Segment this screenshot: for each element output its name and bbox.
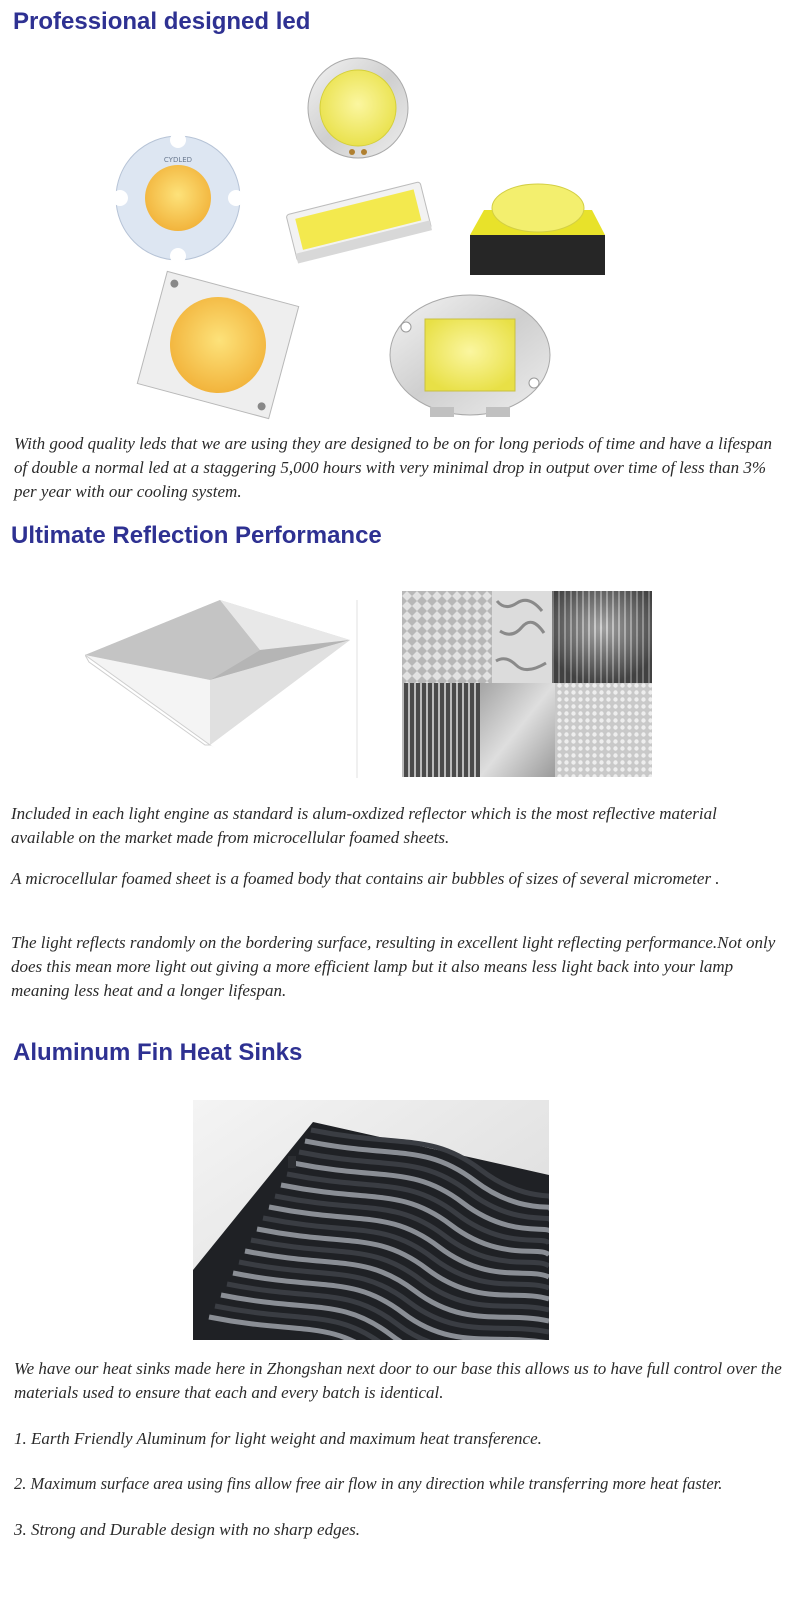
reflection-paragraph-2: A microcellular foamed sheet is a foamed body that contains air bubbles of sizes of several micrometer . — [11, 869, 720, 888]
smd-led — [286, 182, 432, 264]
reflective-materials-image — [402, 591, 652, 777]
heatsink-point-1: 1. Earth Friendly Aluminum for light weight and maximum heat transference. — [14, 1429, 542, 1448]
heatsink-point-3: 3. Strong and Durable design with no sharp edges. — [14, 1520, 360, 1539]
high-power-led-module — [390, 295, 550, 417]
reflection-paragraph-1: Included in each light engine as standard is alum-oxdized reflector which is the most reflective material available on the market made from microcellular foamed sheets. — [11, 804, 717, 847]
heatsink-section-title: Aluminum Fin Heat Sinks — [13, 1039, 303, 1066]
round-cob-led — [308, 58, 408, 158]
led-paragraph: With good quality leds that we are using they are designed to be on for long periods of time and have a lifespan of double a normal led at a staggering 5,000 hours with very minimal drop in output over time of less than 3% per year with our cooling system. — [14, 434, 772, 501]
chip-label: CYDLED — [163, 156, 193, 164]
square-cob-led — [137, 271, 298, 418]
heat-sink-image — [193, 1100, 549, 1340]
reflection-paragraph-3: The light reflects randomly on the bordering surface, resulting in excellent light reflecting performance.Not only does this mean more light out giving a more efficient lamp but it also means less light back into your lamp meaning less heat and a longer lifespan. — [11, 933, 776, 1000]
dome-led — [470, 184, 605, 275]
star-board-led — [112, 132, 244, 264]
led-chips-image — [100, 50, 620, 430]
reflection-section-title: Ultimate Reflection Performance — [11, 522, 382, 549]
heatsink-point-2: 2. Maximum surface area using fins allow free air flow in any direction while transferring more heat faster. — [14, 1474, 723, 1493]
heatsink-paragraph: We have our heat sinks made here in Zhongshan next door to our base this allows us to have full control over the materials used to ensure that each and every batch is identical. — [14, 1359, 782, 1402]
led-section-title: Professional designed led — [13, 8, 311, 35]
reflector-image — [85, 600, 360, 780]
